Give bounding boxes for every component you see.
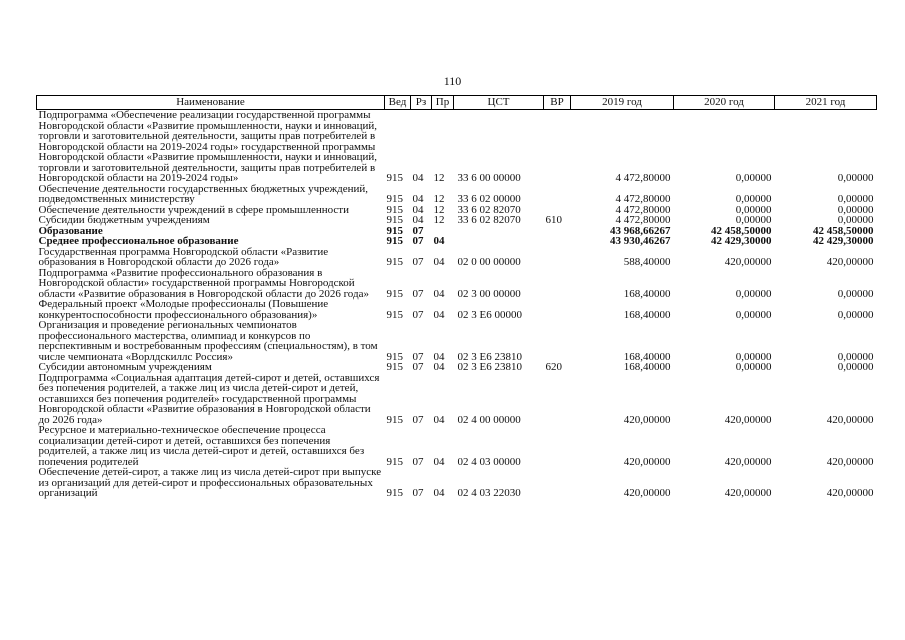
row-2019: 420,00000 [623,487,671,499]
row-ved: 915 [386,308,403,321]
row-pr: 04 [433,413,445,426]
row-ved: 915 [386,361,403,373]
row-2021: 0,00000 [837,350,874,363]
row-cst: 02 4 03 00000 [457,455,521,468]
header-2019: 2019 год [571,96,674,110]
row-name: Ресурсное и материально-техническое обеспечение процесса социализации детей-сирот и детей, оставшихся без попечения родителей, а также лиц из числа детей-сирот и детей, оставшихся без попечения родителей [38,424,365,468]
row-ved: 915 [386,487,403,499]
row-pr: 04 [433,308,445,321]
row-cst: 02 3 00 00000 [457,287,521,300]
row-pr: 04 [433,287,445,300]
table-row [37,467,877,499]
table-row [37,362,877,373]
row-2019: 4 472,80000 [615,203,671,216]
row-cst: 02 3 E6 00000 [457,308,522,321]
row-ved: 915 [386,224,403,237]
row-vr: 620 [545,361,562,373]
row-ved: 915 [386,287,403,300]
row-2021: 0,00000 [837,308,874,321]
row-name: Подпрограмма «Развитие профессионального образования в Новгородской области» государственной программы Новгородской области «Развитие образования в Новгородской области до 2026 года» [38,266,369,300]
row-rz: 07 [412,455,424,468]
row-rz: 04 [412,203,424,216]
header-name: Наименование [37,96,385,110]
row-cst: 33 6 00 00000 [457,172,521,184]
table-header [37,96,877,110]
header-pr: Пр [432,96,454,110]
budget-table [36,95,877,499]
table-row [37,425,877,467]
row-name: Подпрограмма «Обеспечение реализации государственной программы Новгородской области «Развитие промышленности, науки и инноваций, торговли и заготовительной деятельности, защиты прав потребителей в Новгородской области на 2019-2024 годы» государственной программы Новгородской области «Развитие промышленности, науки и инноваций, торговли и заготовительной деятельности, защиты прав потребителей в Новгородской области на 2019-2024 годы» [38,109,378,184]
row-rz: 07 [412,256,424,268]
row-pr: 12 [433,193,445,205]
row-cst: 33 6 02 82070 [457,203,521,216]
row-vr [544,226,571,237]
row-rz: 07 [412,224,424,237]
row-name: Образование [38,224,103,237]
table-row [37,247,877,268]
row-rz: 07 [412,308,424,321]
header-rz: Рз [411,96,432,110]
table-row [37,236,877,247]
row-2019: 168,40000 [623,350,671,363]
row-ved: 915 [386,350,403,363]
row-2021: 420,00000 [826,487,874,499]
row-pr: 04 [433,350,445,363]
row-name: Подпрограмма «Социальная адаптация детей-сирот и детей, оставшихся без попечения родителей, а также лиц из числа детей-сирот и детей, оставшихся без попечения родителей» государственной программы Новгородской области «Развитие образования в Новгородской области до 2026 года» [38,371,380,426]
row-2019: 168,40000 [623,361,671,373]
row-2020: 0,00000 [735,361,772,373]
row-name: Государственная программа Новгородской области «Развитие образования в Новгородской области до 2026 года» [38,245,329,268]
row-2019: 4 472,80000 [615,172,671,184]
header-cst: ЦСТ [454,96,544,110]
row-ved: 915 [386,455,403,468]
row-2019: 43 930,46267 [610,235,671,247]
row-ved: 915 [386,193,403,205]
row-vr: 610 [545,214,562,226]
row-2021: 0,00000 [837,203,874,216]
row-2020: 0,00000 [735,287,772,300]
row-2020: 420,00000 [724,256,772,268]
row-pr: 04 [433,455,445,468]
row-vr [544,320,571,362]
row-vr [544,247,571,268]
row-cst: 02 3 E6 23810 [457,350,522,363]
row-2020: 0,00000 [735,193,772,205]
row-vr [544,467,571,499]
row-2021: 0,00000 [837,214,874,226]
row-name: Организация и проведение региональных чемпионатов профессионального мастерства, олимпиад и конкурсов по перспективным и востребованным профессиям (специальностям), в том числе чемпионата «Ворлдскиллс Россия» [38,319,378,363]
row-2021: 0,00000 [837,193,874,205]
row-2021: 42 429,30000 [813,235,874,247]
row-2021: 0,00000 [837,361,874,373]
row-pr: 12 [433,214,445,226]
row-pr: 04 [433,235,445,247]
row-2020: 0,00000 [735,203,772,216]
row-2021: 0,00000 [837,172,874,184]
row-vr [544,236,571,247]
row-cst: 02 0 00 00000 [457,256,521,268]
row-name: Субсидии бюджетным учреждениям [38,214,210,226]
row-name: Субсидии автономным учреждениям [38,361,212,373]
row-name: Обеспечение деятельности государственных бюджетных учреждений, подведомственных министерству [38,182,369,205]
table-row [37,110,877,184]
header-ved: Вед [385,96,411,110]
table-body [37,110,877,499]
row-vr [544,184,571,205]
page-number: 110 [443,74,462,88]
row-2019: 43 968,66267 [610,224,671,237]
row-2020: 0,00000 [735,214,772,226]
row-cst [454,226,544,237]
row-2020: 420,00000 [724,455,772,468]
row-name: Среднее профессиональное образование [38,235,239,247]
row-pr: 12 [433,203,445,216]
row-2021: 0,00000 [837,287,874,300]
row-name: Федеральный проект «Молодые профессионалы (Повышение конкурентоспособности профессионального образования)» [38,298,329,321]
row-vr [544,268,571,300]
row-2020: 42 458,50000 [711,224,772,237]
table-row [37,373,877,426]
row-rz: 07 [412,235,424,247]
table-row [37,299,877,320]
row-rz: 04 [412,214,424,226]
row-cst: 02 4 00 00000 [457,413,521,426]
row-2020: 0,00000 [735,308,772,321]
row-rz: 04 [412,193,424,205]
row-2020: 420,00000 [724,487,772,499]
row-2019: 420,00000 [623,413,671,426]
row-cst: 33 6 02 00000 [457,193,521,205]
table-row [37,320,877,362]
row-cst [454,236,544,247]
row-rz: 07 [412,487,424,499]
row-ved: 915 [386,235,403,247]
row-2019: 420,00000 [623,455,671,468]
row-pr: 04 [433,487,445,499]
row-rz: 04 [412,172,424,184]
row-2021: 42 458,50000 [813,224,874,237]
row-pr: 04 [433,256,445,268]
row-2019: 588,40000 [623,256,671,268]
header-2021: 2021 год [775,96,877,110]
row-pr: 12 [433,172,445,184]
row-rz: 07 [412,413,424,426]
row-rz: 07 [412,361,424,373]
table-row [37,215,877,226]
row-name: Обеспечение деятельности учреждений в сфере промышленности [38,203,349,216]
row-2019: 168,40000 [623,308,671,321]
row-2019: 4 472,80000 [615,214,671,226]
row-2019: 4 472,80000 [615,193,671,205]
row-pr: 04 [433,361,445,373]
row-2019: 168,40000 [623,287,671,300]
table-row [37,268,877,300]
row-2021: 420,00000 [826,413,874,426]
row-2021: 420,00000 [826,256,874,268]
row-2020: 0,00000 [735,350,772,363]
row-2020: 42 429,30000 [711,235,772,247]
row-vr [544,299,571,320]
row-vr [544,425,571,467]
row-rz: 07 [412,287,424,300]
header-vr: ВР [544,96,571,110]
row-2020: 0,00000 [735,172,772,184]
row-ved: 915 [386,203,403,216]
header-2020: 2020 год [674,96,775,110]
row-vr [544,373,571,426]
row-name: Обеспечение детей-сирот, а также лиц из числа детей-сирот при выпуске из организаций для детей-сирот и профессиональных образовательных организаций [38,466,382,499]
row-2020: 420,00000 [724,413,772,426]
row-cst: 02 3 E6 23810 [457,361,522,373]
row-ved: 915 [386,172,403,184]
row-ved: 915 [386,413,403,426]
row-cst: 33 6 02 82070 [457,214,521,226]
row-vr [544,110,571,184]
table-row [37,184,877,205]
row-2021: 420,00000 [826,455,874,468]
row-cst: 02 4 03 22030 [457,487,521,499]
row-ved: 915 [386,214,403,226]
row-rz: 07 [412,350,424,363]
row-ved: 915 [386,256,403,268]
